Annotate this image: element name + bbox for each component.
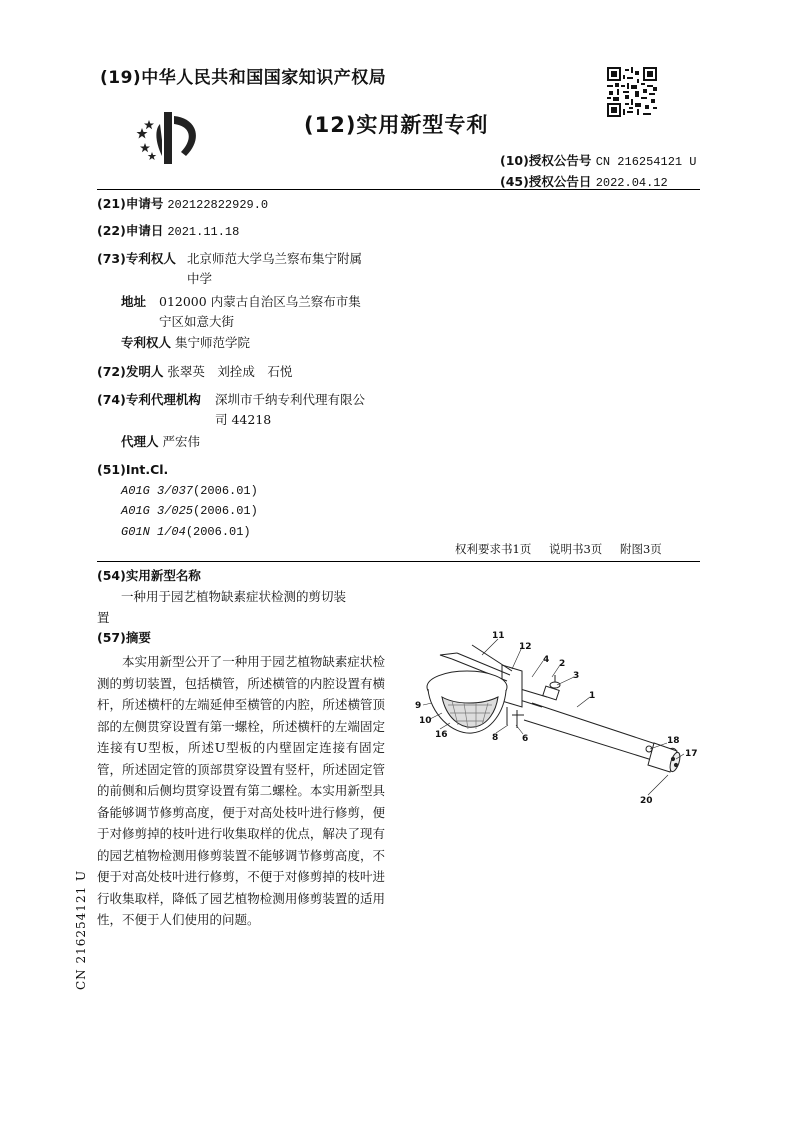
qr-code-icon: [607, 67, 657, 117]
figure-label: 12: [519, 642, 532, 652]
application-number-label: (21)申请号: [97, 196, 164, 211]
side-publication-number: CN 216254121 U: [74, 869, 88, 990]
office-name: (19)中华人民共和国国家知识产权局: [100, 68, 387, 88]
title-line2: 置: [97, 610, 110, 625]
inventors-row: [97, 362, 292, 382]
publication-date-row: [500, 172, 668, 190]
figure-label: 2: [559, 659, 566, 669]
patentee-label: (73)专利权人: [97, 251, 176, 266]
agency-line1: 深圳市千纳专利代理有限公: [215, 392, 366, 407]
application-date-label: (22)申请日: [97, 223, 164, 238]
agent-label: 代理人: [121, 434, 159, 449]
patent-type-title: (12)实用新型专利: [304, 113, 489, 137]
figure-label: 3: [573, 671, 580, 681]
publication-number-row: [500, 151, 697, 169]
figure-label: 20: [640, 796, 653, 806]
publication-date-label: (45)授权公告日: [500, 174, 592, 189]
abstract-text: 本实用新型公开了一种用于园艺植物缺素症状检测的剪切装置，包括横管，所述横管的内腔设置有横杆，所述横杆的左端延伸至横管的内腔，所述横管顶部的左侧贯穿设置有第一螺栓，所述横杆的左端固定连接有U型板，所述U型板的内壁固定连接有固定管，所述固定管的顶部贯穿设置有竖杆，所述固定管的前侧和后侧均贯穿设置有第二螺栓。本实用新型具备能够调节修剪高度，便于对高处枝叶进行修剪，便于对修剪掉的枝叶进行收集取样的优点，解决了现有的园艺植物检测用修剪装置不能够调节修剪高度，不便于对高处枝叶进行修剪，不便于对修剪掉的枝叶进行收集取样，降低了园艺植物检测用修剪装置的适用性，不便于人们使用的问题。: [97, 654, 385, 927]
patentee-line1: 北京师范大学乌兰察布集宁附属: [187, 251, 363, 266]
description-pages: 说明书3页: [548, 542, 603, 556]
address-line1: 012000 内蒙古自治区乌兰察布市集: [159, 294, 361, 309]
figure-label: 17: [685, 749, 698, 759]
patentee-line2: 中学: [187, 271, 213, 286]
application-date-value: 2021.11.18: [167, 225, 240, 239]
claims-pages: 权利要求书1页: [455, 542, 532, 556]
agency-label: (74)专利代理机构: [97, 392, 201, 407]
figure-label: 10: [419, 716, 432, 726]
intcl-item: G01N 1/04(2006.01): [121, 525, 251, 539]
figure-label: 18: [667, 736, 680, 746]
cnipa-logo-icon: [134, 110, 206, 166]
figure-label: 4: [543, 655, 550, 665]
figure-label: 8: [492, 733, 499, 743]
publication-number-value: CN 216254121 U: [595, 155, 697, 169]
figure-label: 11: [492, 631, 505, 641]
patentee2-value: 集宁师范学院: [175, 335, 251, 350]
figure-label: 9: [415, 701, 422, 711]
figure-label: 16: [435, 730, 448, 740]
biblio-divider: [97, 561, 700, 562]
patentee2-label: 专利权人: [121, 335, 172, 350]
title-label: (54)实用新型名称: [97, 568, 201, 583]
drawing-pages: 附图3页: [619, 542, 662, 556]
abstract-label: (57)摘要: [97, 630, 151, 645]
agent-value: 严宏伟: [162, 434, 201, 449]
inventors-value: 张翠英 刘拴成 石悦: [167, 364, 293, 379]
patentee2-row: [121, 333, 250, 353]
inventors-label: (72)发明人: [97, 364, 164, 379]
title-line1: 一种用于园艺植物缺素症状检测的剪切装: [121, 589, 347, 604]
application-number-row: [97, 194, 268, 215]
abstract-figure: [412, 625, 702, 810]
address-line2: 宁区如意大街: [159, 314, 235, 329]
application-date-row: [97, 221, 239, 242]
application-number-value: 202122822929.0: [167, 198, 269, 212]
agency-line2: 司 44218: [215, 412, 272, 427]
page-counts: [455, 541, 676, 557]
header-divider: [97, 189, 700, 190]
intcl-label: (51)Int.Cl.: [97, 462, 169, 477]
address-label: 地址: [121, 294, 147, 309]
agent-row: [121, 432, 200, 452]
intcl-item: A01G 3/037(2006.01): [121, 484, 258, 498]
publication-date-value: 2022.04.12: [595, 176, 668, 190]
intcl-item: A01G 3/025(2006.01): [121, 504, 258, 518]
publication-number-label: (10)授权公告号: [500, 153, 592, 168]
figure-label: 1: [589, 691, 596, 701]
figure-label: 6: [522, 734, 529, 744]
